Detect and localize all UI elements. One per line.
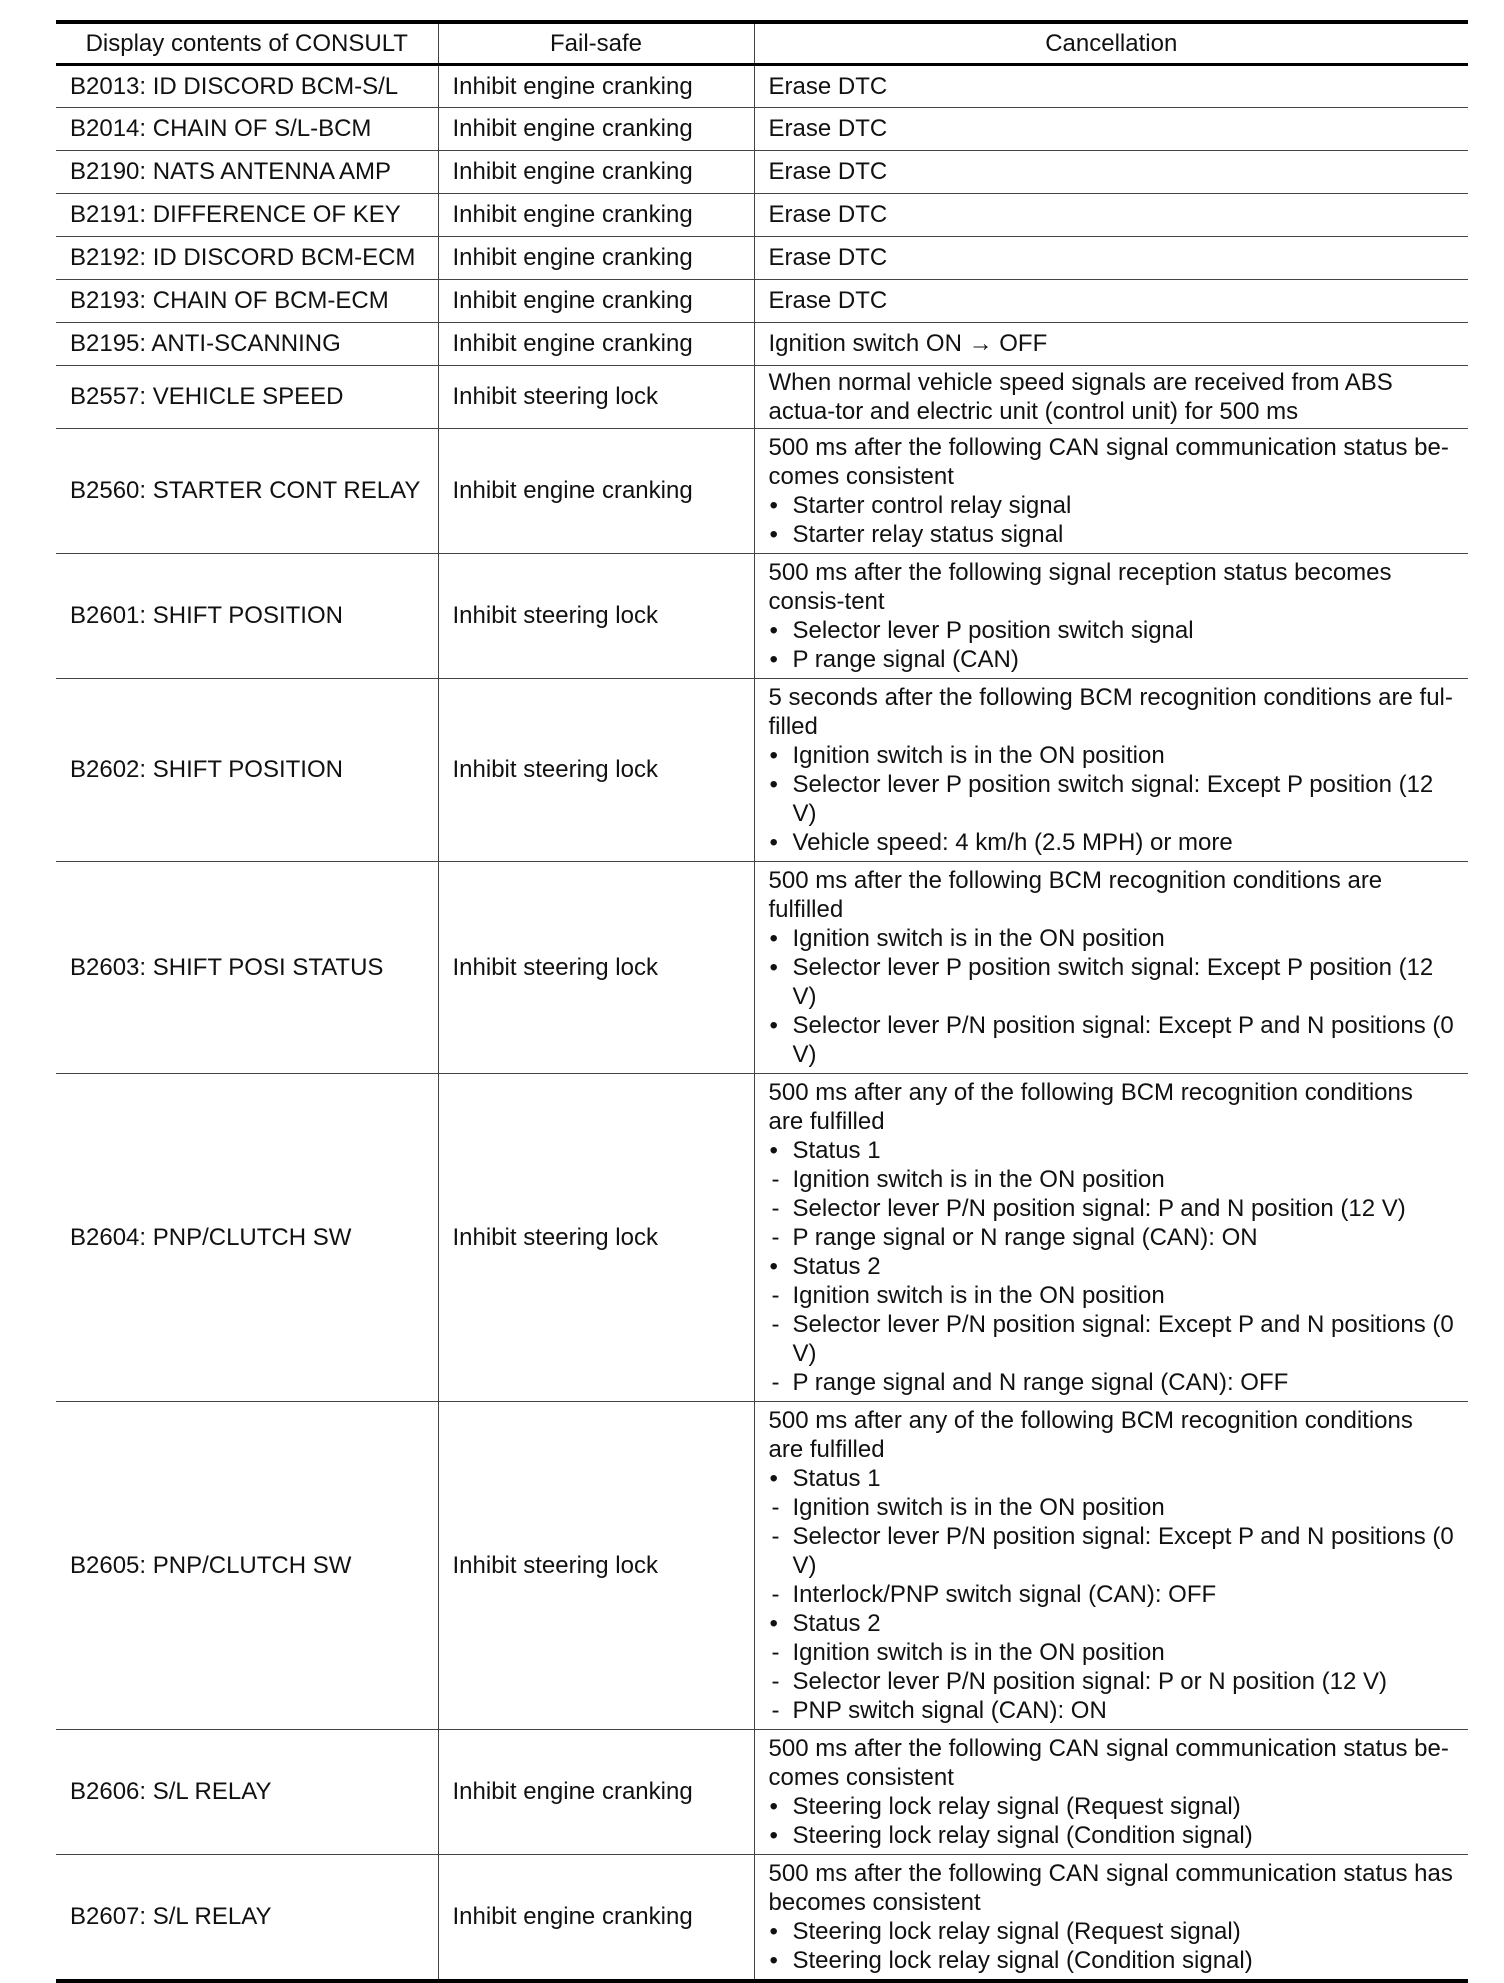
fail-safe-cell: Inhibit engine cranking [438,428,754,553]
cancellation-text: Erase DTC [768,72,888,100]
condition-list [769,1136,1455,1397]
cancellation-cell [754,1073,1468,1401]
table-row [56,279,1468,322]
table-row [56,193,1468,236]
document-page [56,20,1468,1983]
condition-item: • Starter control relay signal [769,491,1455,520]
cancellation-text: When normal vehicle speed signals are received from ABS actua-tor and electric unit (control unit) for 500 ms [768,368,1393,425]
dtc-code-cell: B2603: SHIFT POSI STATUS [56,861,438,1073]
dtc-code-cell: B2607: S/L RELAY [56,1854,438,1981]
table-row [56,861,1468,1073]
cancellation-cell [754,279,1468,322]
table-row [56,1073,1468,1401]
cancellation-cell [754,107,1468,150]
condition-sub-item: - P range signal or N range signal (CAN): ON [769,1223,1455,1252]
cancellation-text: Erase DTC [768,244,888,271]
cancellation-text: 500 ms after any of the following BCM recognition conditions are fulfilled [768,1078,1413,1135]
cancellation-cell [754,193,1468,236]
cancellation-text: 500 ms after any of the following BCM recognition conditions are fulfilled [768,1406,1413,1463]
cancellation-text: 500 ms after the following CAN signal communication status be-comes consistent [768,433,1449,490]
condition-list [769,1464,1455,1725]
table-row [56,1854,1468,1981]
cancellation-cell [754,861,1468,1073]
fail-safe-cell: Inhibit engine cranking [438,1854,754,1981]
fail-safe-cell: Inhibit engine cranking [438,236,754,279]
cancellation-cell [754,150,1468,193]
condition-sub-item: - Selector lever P/N position signal: P or N position (12 V) [769,1667,1455,1696]
fail-safe-cell: Inhibit engine cranking [438,322,754,365]
dtc-code-cell: B2190: NATS ANTENNA AMP [56,150,438,193]
cancellation-cell [754,678,1468,861]
cancellation-text: 500 ms after the following BCM recognition conditions are fulfilled [768,866,1383,923]
condition-item: • Status 2 [769,1609,1455,1638]
condition-item: • Status 2 [769,1252,1455,1281]
fail-safe-cell: Inhibit steering lock [438,861,754,1073]
cancellation-cell [754,1854,1468,1981]
condition-item: • Steering lock relay signal (Request signal) [769,1917,1455,1946]
condition-sub-item: - P range signal and N range signal (CAN): OFF [769,1368,1455,1397]
condition-sub-item: - Interlock/PNP switch signal (CAN): OFF [769,1580,1455,1609]
table-row [56,678,1468,861]
condition-sub-item: - PNP switch signal (CAN): ON [769,1696,1455,1725]
dtc-code-cell: B2195: ANTI-SCANNING [56,322,438,365]
cancellation-text: Erase DTC [768,115,888,142]
table-row [56,428,1468,553]
condition-sub-item: - Selector lever P/N position signal: P and N position (12 V) [769,1194,1455,1223]
fail-safe-cell: Inhibit steering lock [438,678,754,861]
dtc-code-cell: B2191: DIFFERENCE OF KEY [56,193,438,236]
condition-item: • Selector lever P/N position signal: Except P and N positions (0 V) [769,1011,1455,1069]
dtc-code-cell: B2605: PNP/CLUTCH SW [56,1401,438,1729]
condition-item: • Steering lock relay signal (Condition signal) [769,1821,1455,1850]
condition-item: • Steering lock relay signal (Request signal) [769,1792,1455,1821]
fail-safe-cell: Inhibit steering lock [438,365,754,428]
fail-safe-cell: Inhibit engine cranking [438,64,754,107]
dtc-code-cell: B2601: SHIFT POSITION [56,553,438,678]
condition-list [769,1792,1455,1850]
cancellation-text: Erase DTC [768,201,888,228]
cancellation-cell [754,1729,1468,1854]
header-display-contents: Display contents of CONSULT [56,22,438,64]
condition-list [769,1917,1455,1975]
condition-list [769,616,1455,674]
condition-sub-item: - Ignition switch is in the ON position [769,1638,1455,1667]
table-row [56,1401,1468,1729]
table-row [56,236,1468,279]
fail-safe-cell: Inhibit engine cranking [438,150,754,193]
fail-safe-cell: Inhibit steering lock [438,1073,754,1401]
condition-item: • Ignition switch is in the ON position [769,741,1455,770]
cancellation-text: Erase DTC [768,158,888,185]
condition-item: • Ignition switch is in the ON position [769,924,1455,953]
dtc-code-cell: B2192: ID DISCORD BCM-ECM [56,236,438,279]
fail-safe-cell: Inhibit engine cranking [438,193,754,236]
table-row [56,107,1468,150]
table-row [56,322,1468,365]
dtc-code-cell: B2602: SHIFT POSITION [56,678,438,861]
condition-item: • Selector lever P position switch signal: Except P position (12 V) [769,953,1455,1011]
cancellation-text: 500 ms after the following signal reception status becomes consis-tent [768,558,1392,615]
table-header [56,22,1468,64]
cancellation-cell [754,64,1468,107]
table-row [56,1729,1468,1854]
fail-safe-cell: Inhibit steering lock [438,553,754,678]
condition-sub-item: - Selector lever P/N position signal: Except P and N positions (0 V) [769,1310,1455,1368]
fail-safe-cell: Inhibit engine cranking [438,1729,754,1854]
cancellation-cell [754,322,1468,365]
dtc-code-cell: B2606: S/L RELAY [56,1729,438,1854]
dtc-code-cell: B2604: PNP/CLUTCH SW [56,1073,438,1401]
condition-sub-item: - Selector lever P/N position signal: Except P and N positions (0 V) [769,1522,1455,1580]
cancellation-text: Erase DTC [768,287,888,314]
dtc-code-cell: B2014: CHAIN OF S/L-BCM [56,107,438,150]
table-row [56,150,1468,193]
condition-item: • Steering lock relay signal (Condition signal) [769,1946,1455,1975]
table-row [56,365,1468,428]
table-row [56,64,1468,107]
dtc-code-cell: B2193: CHAIN OF BCM-ECM [56,279,438,322]
condition-list [769,491,1455,549]
table-row [56,553,1468,678]
condition-list [769,741,1455,857]
cancellation-cell [754,553,1468,678]
cancellation-text: 500 ms after the following CAN signal communication status has becomes consistent [768,1859,1453,1916]
dtc-code-cell: B2560: STARTER CONT RELAY [56,428,438,553]
condition-item: • P range signal (CAN) [769,645,1455,674]
cancellation-cell [754,1401,1468,1729]
condition-item: • Starter relay status signal [769,520,1455,549]
cancellation-cell [754,365,1468,428]
header-fail-safe: Fail-safe [438,22,754,64]
cancellation-cell [754,428,1468,553]
condition-item: • Selector lever P position switch signal: Except P position (12 V) [769,770,1455,828]
cancellation-text: 5 seconds after the following BCM recognition conditions are ful-filled [768,683,1453,740]
fail-safe-table [56,20,1468,1983]
dtc-code-cell: B2013: ID DISCORD BCM-S/L [56,64,438,107]
fail-safe-cell: Inhibit steering lock [438,1401,754,1729]
header-row [56,22,1468,64]
table-body [56,64,1468,1981]
condition-list [769,924,1455,1069]
header-cancellation: Cancellation [754,22,1468,64]
fail-safe-cell: Inhibit engine cranking [438,279,754,322]
fail-safe-cell: Inhibit engine cranking [438,107,754,150]
dtc-code-cell: B2557: VEHICLE SPEED [56,365,438,428]
condition-item: • Selector lever P position switch signal [769,616,1455,645]
condition-sub-item: - Ignition switch is in the ON position [769,1165,1455,1194]
condition-sub-item: - Ignition switch is in the ON position [769,1281,1455,1310]
condition-sub-item: - Ignition switch is in the ON position [769,1493,1455,1522]
condition-item: • Vehicle speed: 4 km/h (2.5 MPH) or more [769,828,1455,857]
cancellation-cell [754,236,1468,279]
cancellation-text: Ignition switch ON → OFF [768,330,1048,357]
condition-item: • Status 1 [769,1464,1455,1493]
condition-item: • Status 1 [769,1136,1455,1165]
cancellation-text: 500 ms after the following CAN signal communication status be-comes consistent [768,1734,1449,1791]
